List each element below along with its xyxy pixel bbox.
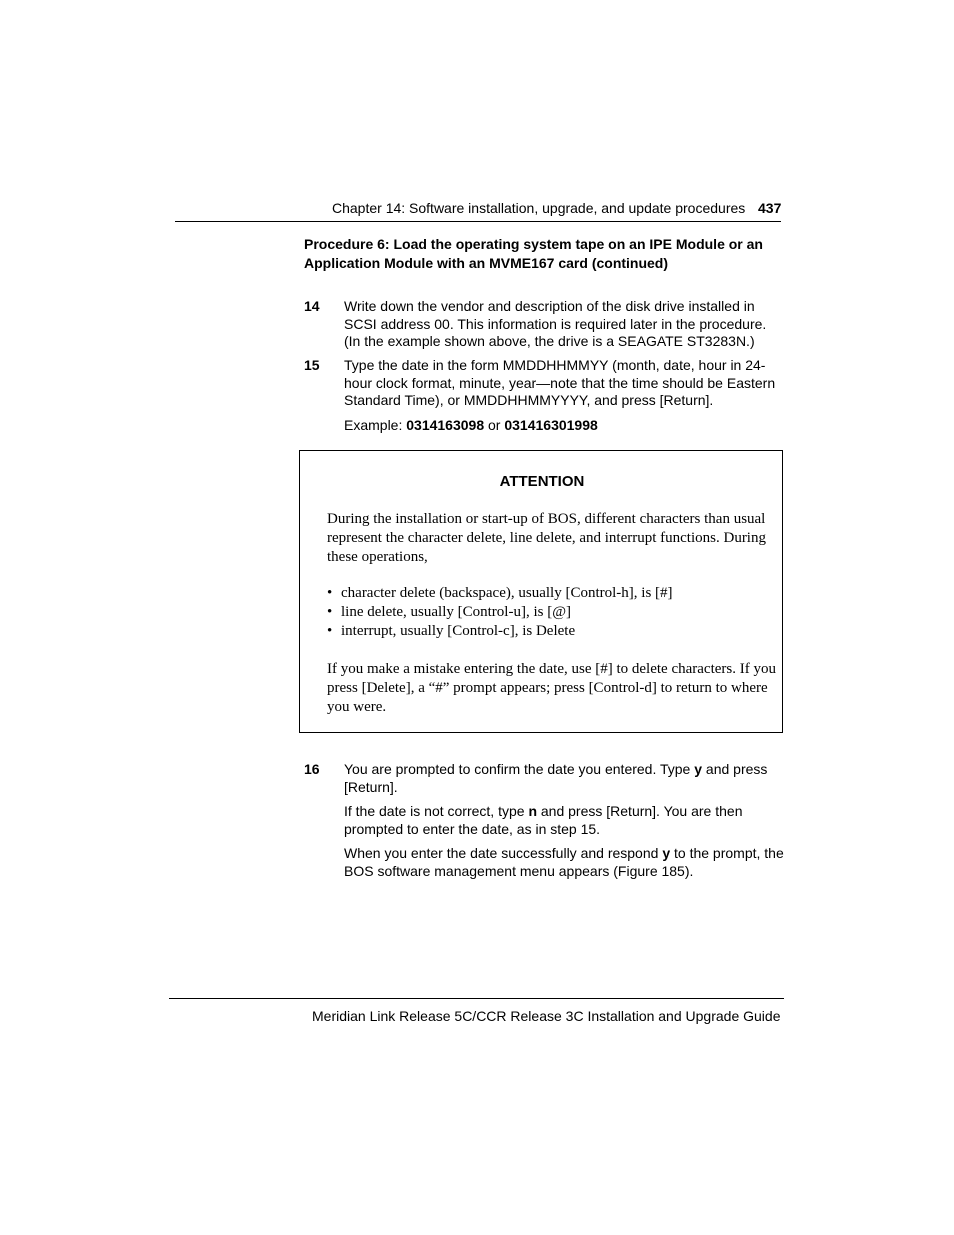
attention-intro: During the installation or start-up of BOS, different characters than usual represent the character delete, line delete, and interrupt functions. During these operations, (327, 511, 766, 565)
procedure-title-line-2: Application Module with an MVME167 card (continued) (304, 255, 669, 271)
example-or: or (484, 417, 505, 433)
step-16-para-1: You are prompted to confirm the date you entered. Type y and press [Return]. (344, 761, 768, 795)
example-value-1: 0314163098 (406, 417, 485, 433)
step-16-para-2: If the date is not correct, type n and press [Return]. You are then prompted to enter the date, as in step 15. (344, 803, 743, 837)
step-text (344, 761, 784, 880)
list-item: • interrupt, usually [Control-c], is Delete (327, 623, 576, 639)
example-value-2: 031416301998 (504, 417, 598, 433)
step-text: Type the date in the form MMDDHHMMYY (month, date, hour in 24-hour clock format, minute, year—note that the time should be Eastern Standard Time), or MMDDHHMMYYYY, and press [Return]. (344, 357, 776, 408)
procedure-title-line-1: Procedure 6: Load the operating system tape on an IPE Module or an (304, 236, 763, 252)
attention-closing: If you make a mistake entering the date, use [#] to delete characters. If you press [Delete], a “#” prompt appears; press [Control-d] to return to where you were. (327, 661, 776, 715)
running-footer: Meridian Link Release 5C/CCR Release 3C Installation and Upgrade Guide (312, 1008, 781, 1024)
example-label: Example: (344, 417, 407, 433)
step-number: 14 (304, 298, 320, 314)
step-number: 16 (304, 761, 320, 777)
page-number: 437 (758, 200, 782, 216)
list-item: • character delete (backspace), usually [Control-h], is [#] (327, 585, 673, 601)
running-header: Chapter 14: Software installation, upgrade, and update procedures (332, 200, 746, 216)
attention-box (299, 450, 783, 733)
bullet-mark: • (327, 623, 333, 639)
footer-rule (169, 998, 784, 999)
bullet-mark: • (327, 585, 333, 601)
list-item: • line delete, usually [Control-u], is [@] (327, 604, 572, 620)
step-text: Write down the vendor and description of the disk drive installed in SCSI address 00. This information is required later in the procedure. (In the example shown above, the drive is a SEAGATE ST3283N.) (344, 298, 767, 349)
header-rule (175, 221, 781, 222)
attention-bullet-list (327, 584, 777, 641)
attention-title: ATTENTION (499, 473, 585, 490)
procedure-title (304, 235, 784, 273)
date-example (344, 417, 598, 433)
bullet-mark: • (327, 604, 333, 620)
step-16-para-3: When you enter the date successfully and respond y to the prompt, the BOS software management menu appears (Figure 185). (344, 845, 784, 879)
step-number: 15 (304, 357, 320, 373)
